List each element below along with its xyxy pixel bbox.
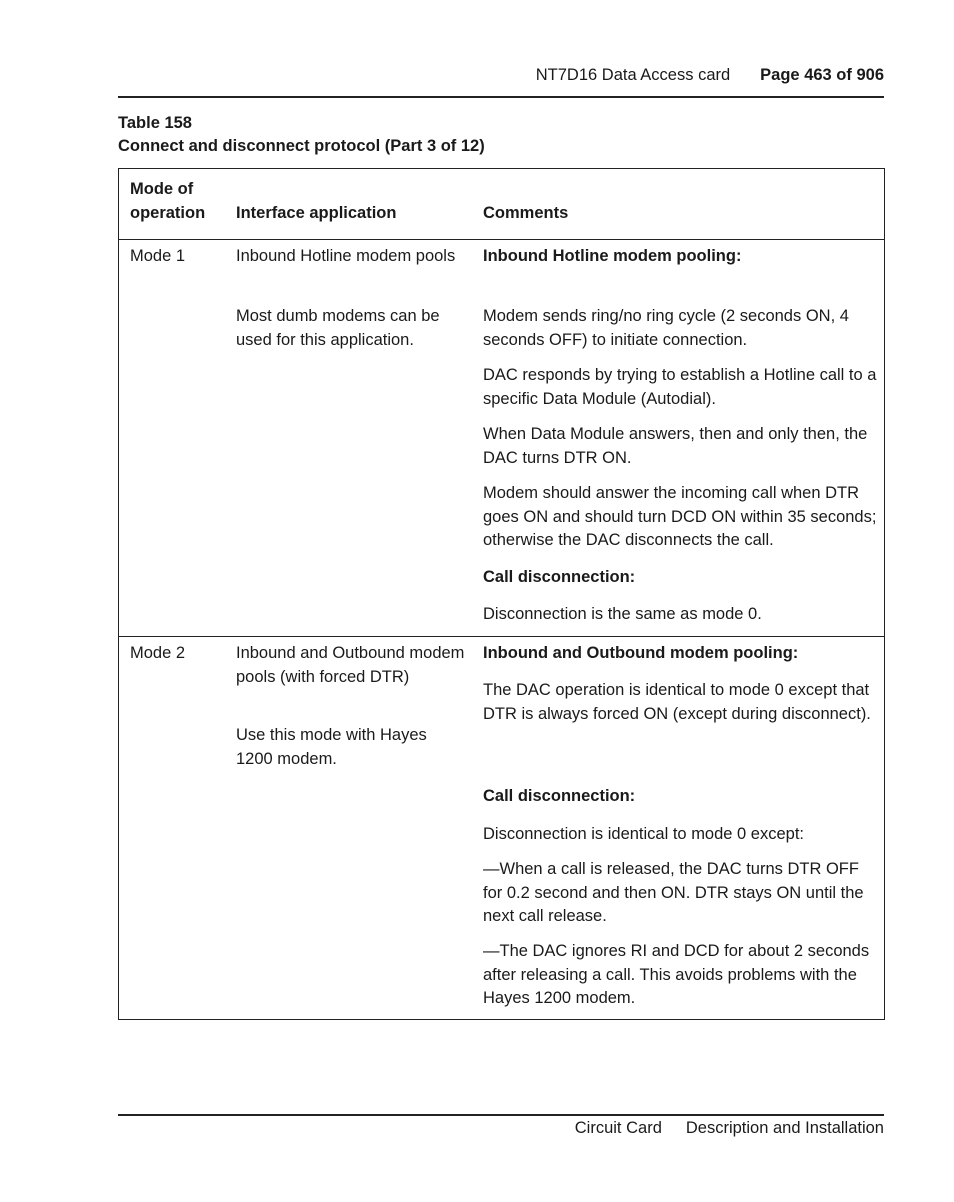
comment-text: Disconnection is identical to mode 0 except: [483,825,805,843]
column-header-comments: Comments [483,204,569,222]
interface-text: Use this mode with Hayes 1200 modem. [236,726,427,768]
comment-heading: Inbound and Outbound modem pooling: [483,644,799,662]
comment-text: The DAC operation is identical to mode 0 except that DTR is always forced ON (except during disconnect). [483,681,871,723]
table-caption [118,112,485,157]
protocol-table [118,168,885,1020]
comment-heading: Call disconnection: [483,787,636,805]
interface-text: Inbound Hotline modem pools [236,247,456,265]
comment-heading: Call disconnection: [483,568,636,586]
document-title: NT7D16 Data Access card [535,66,731,84]
page-number: Page 463 of 906 [760,66,884,84]
table-title: Connect and disconnect protocol (Part 3 of 12) [118,136,485,155]
footer-rule [118,1114,884,1116]
comment-text: DAC responds by trying to establish a Hotline call to a specific Data Module (Autodial). [483,366,877,408]
page-footer [118,1117,884,1139]
comment-text: Modem should answer the incoming call when DTR goes ON and should turn DCD ON within 35 seconds; otherwise the DAC disconnects the call. [483,484,877,549]
comment-text: Disconnection is the same as mode 0. [483,605,762,623]
table-row [119,637,884,1019]
column-header-mode: Mode of operation [130,180,206,222]
comment-heading: Inbound Hotline modem pooling: [483,247,742,265]
interface-text: Most dumb modems can be used for this application. [236,307,440,349]
comment-text: When Data Module answers, then and only then, the DAC turns DTR ON. [483,425,868,467]
mode-cell: Mode 1 [130,247,186,265]
footer-left: Circuit Card [574,1119,662,1137]
comment-text: —The DAC ignores RI and DCD for about 2 seconds after releasing a call. This avoids problems with the Hayes 1200 modem. [483,942,870,1007]
column-header-interface: Interface application [236,204,397,222]
table-header-row [119,169,884,240]
table-number: Table 158 [118,114,192,132]
footer-right: Description and Installation [685,1119,884,1137]
comment-text: Modem sends ring/no ring cycle (2 seconds ON, 4 seconds OFF) to initiate connection. [483,307,849,349]
interface-text: Inbound and Outbound modem pools (with forced DTR) [236,644,465,686]
page-header [118,64,884,98]
mode-cell: Mode 2 [130,644,186,662]
comment-text: —When a call is released, the DAC turns DTR OFF for 0.2 second and then ON. DTR stays ON until the next call release. [483,860,864,925]
table-row [119,240,884,637]
